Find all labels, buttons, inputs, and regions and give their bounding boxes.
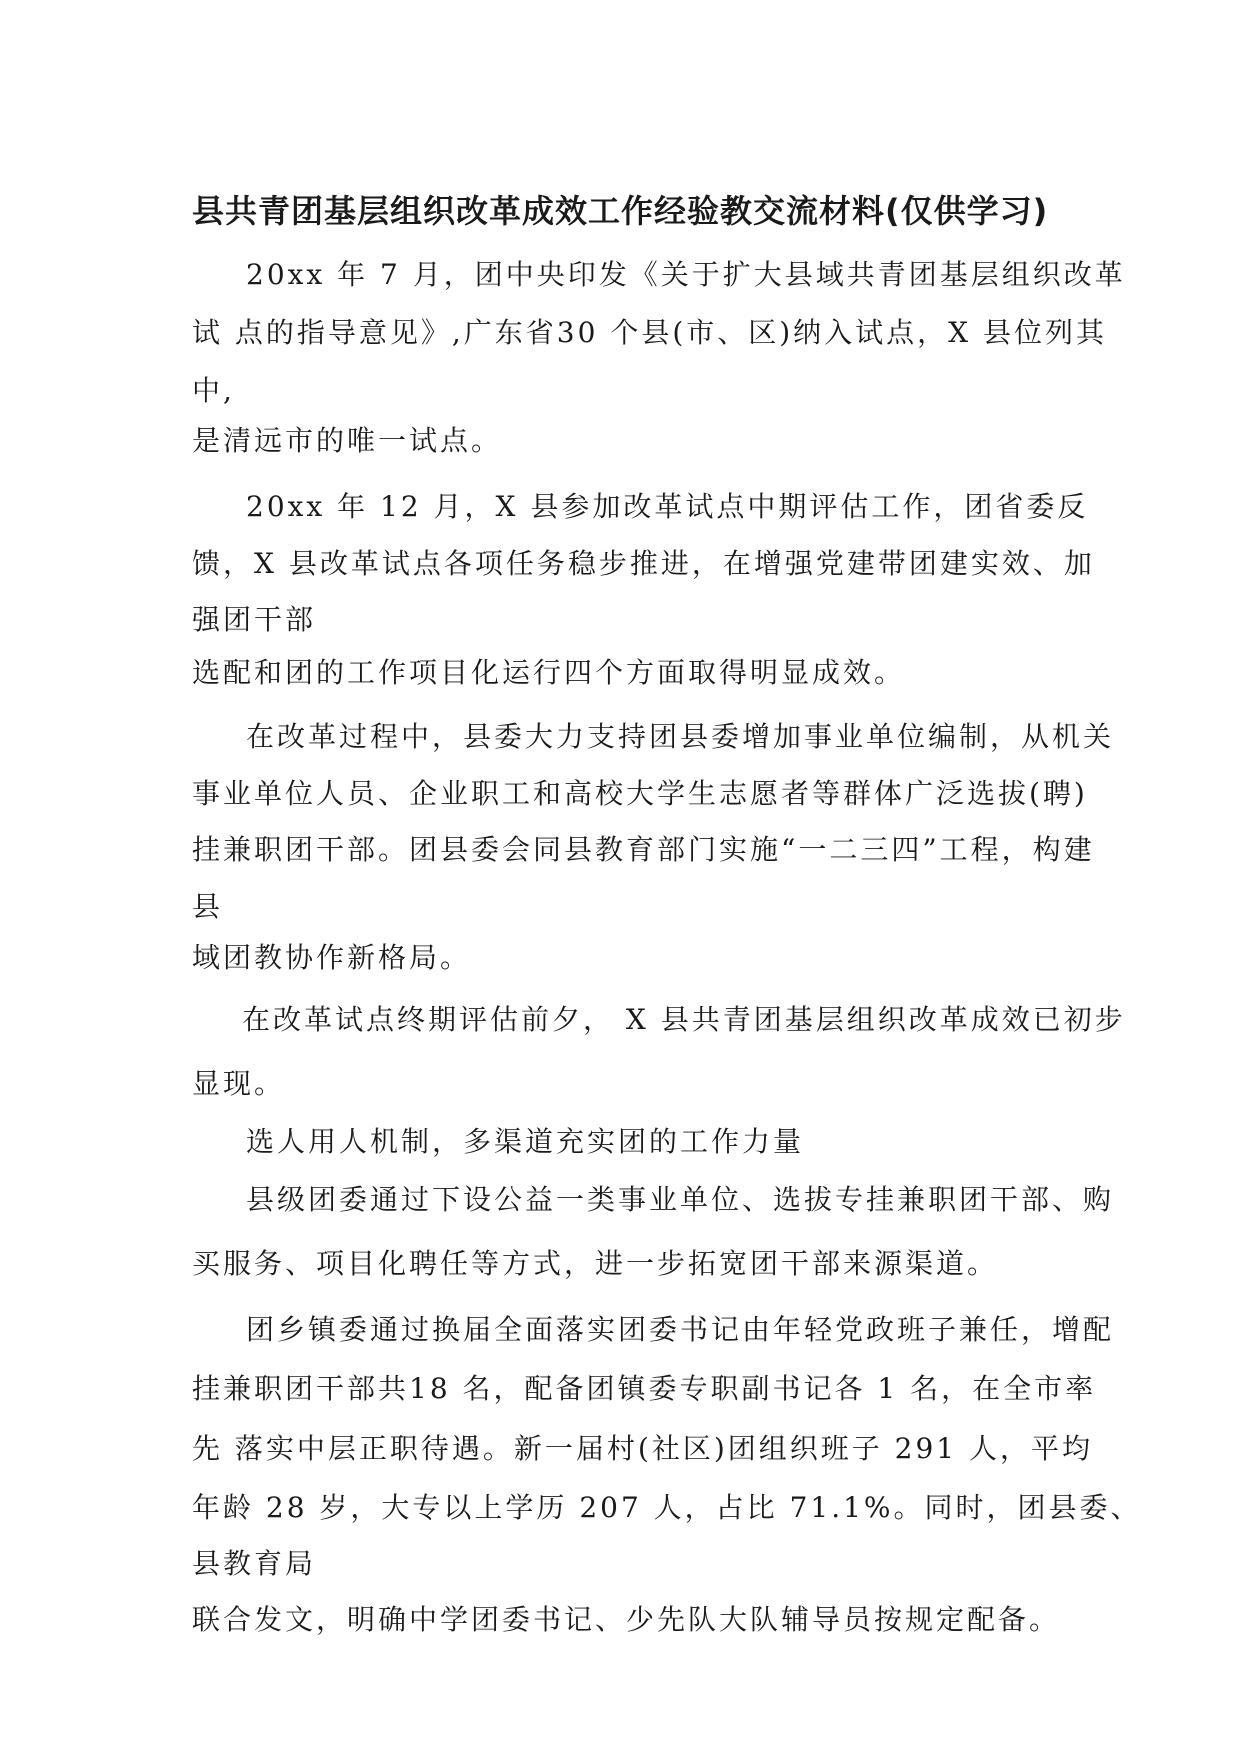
paragraph-1-line-4: 是清远市的唯一试点。 [192, 424, 503, 457]
paragraph-5-line-1: 县级团委通过下设公益一类事业单位、选拔专挂兼职团干部、购 [246, 1183, 1115, 1216]
section-heading: 选人用人机制，多渠道充实团的工作力量 [246, 1125, 805, 1158]
paragraph-1-line-1: 20xx 年 7 月，团中央印发《关于扩大县域共青团基层组织改革 [246, 258, 1126, 291]
paragraph-6-line-2: 挂兼职团干部共18 名，配备团镇委专职副书记各 1 名，在全市率 [192, 1372, 1097, 1405]
paragraph-1-line-2: 试 点的指导意见》,广东省30 个县(市、区)纳入试点，X 县位列其 [192, 316, 1108, 349]
paragraph-6-line-4: 年龄 28 岁，大专以上学历 207 人，占比 71.1%。同时，团县委、 [192, 1491, 1142, 1524]
paragraph-4-line-1: 在改革试点终期评估前夕， X 县共青团基层组织改革成效已初步 [242, 1003, 1126, 1036]
document-title: 县共青团基层组织改革成效工作经验教交流材料(仅供学习) [192, 192, 1049, 230]
paragraph-3-line-3: 挂兼职团干部。团县委会同县教育部门实施“一二三四”工程，构建 [192, 833, 1095, 866]
paragraph-2-line-2: 馈，X 县改革试点各项任务稳步推进，在增强党建带团建实效、加 [192, 547, 1095, 580]
paragraph-6-line-5: 县教育局 [192, 1547, 317, 1580]
paragraph-2-line-3: 强团干部 [192, 603, 317, 636]
paragraph-3-line-2: 事业单位人员、企业职工和高校大学生志愿者等群体广泛选拔(聘) [192, 777, 1088, 810]
paragraph-6-line-3: 先 落实中层正职待遇。新一届村(社区)团组织班子 291 人，平均 [192, 1432, 1093, 1465]
paragraph-1-line-3: 中, [192, 374, 235, 407]
paragraph-2-line-1: 20xx 年 12 月，X 县参加改革试点中期评估工作，团省委反 [246, 490, 1089, 523]
paragraph-4-line-2: 显现。 [192, 1067, 286, 1100]
paragraph-5-line-2: 买服务、项目化聘任等方式，进一步拓宽团干部来源渠道。 [192, 1247, 999, 1280]
paragraph-3-line-4: 县 [192, 890, 224, 923]
paragraph-3-line-1: 在改革过程中，县委大力支持团县委增加事业单位编制，从机关 [246, 720, 1115, 753]
paragraph-6-line-6: 联合发文，明确中学团委书记、少先队大队辅导员按规定配备。 [192, 1603, 1061, 1636]
paragraph-3-line-5: 域团教协作新格局。 [192, 941, 472, 974]
paragraph-2-line-4: 选配和团的工作项目化运行四个方面取得明显成效。 [192, 656, 906, 689]
paragraph-6-line-1: 团乡镇委通过换届全面落实团委书记由年轻党政班子兼任，增配 [246, 1313, 1115, 1346]
